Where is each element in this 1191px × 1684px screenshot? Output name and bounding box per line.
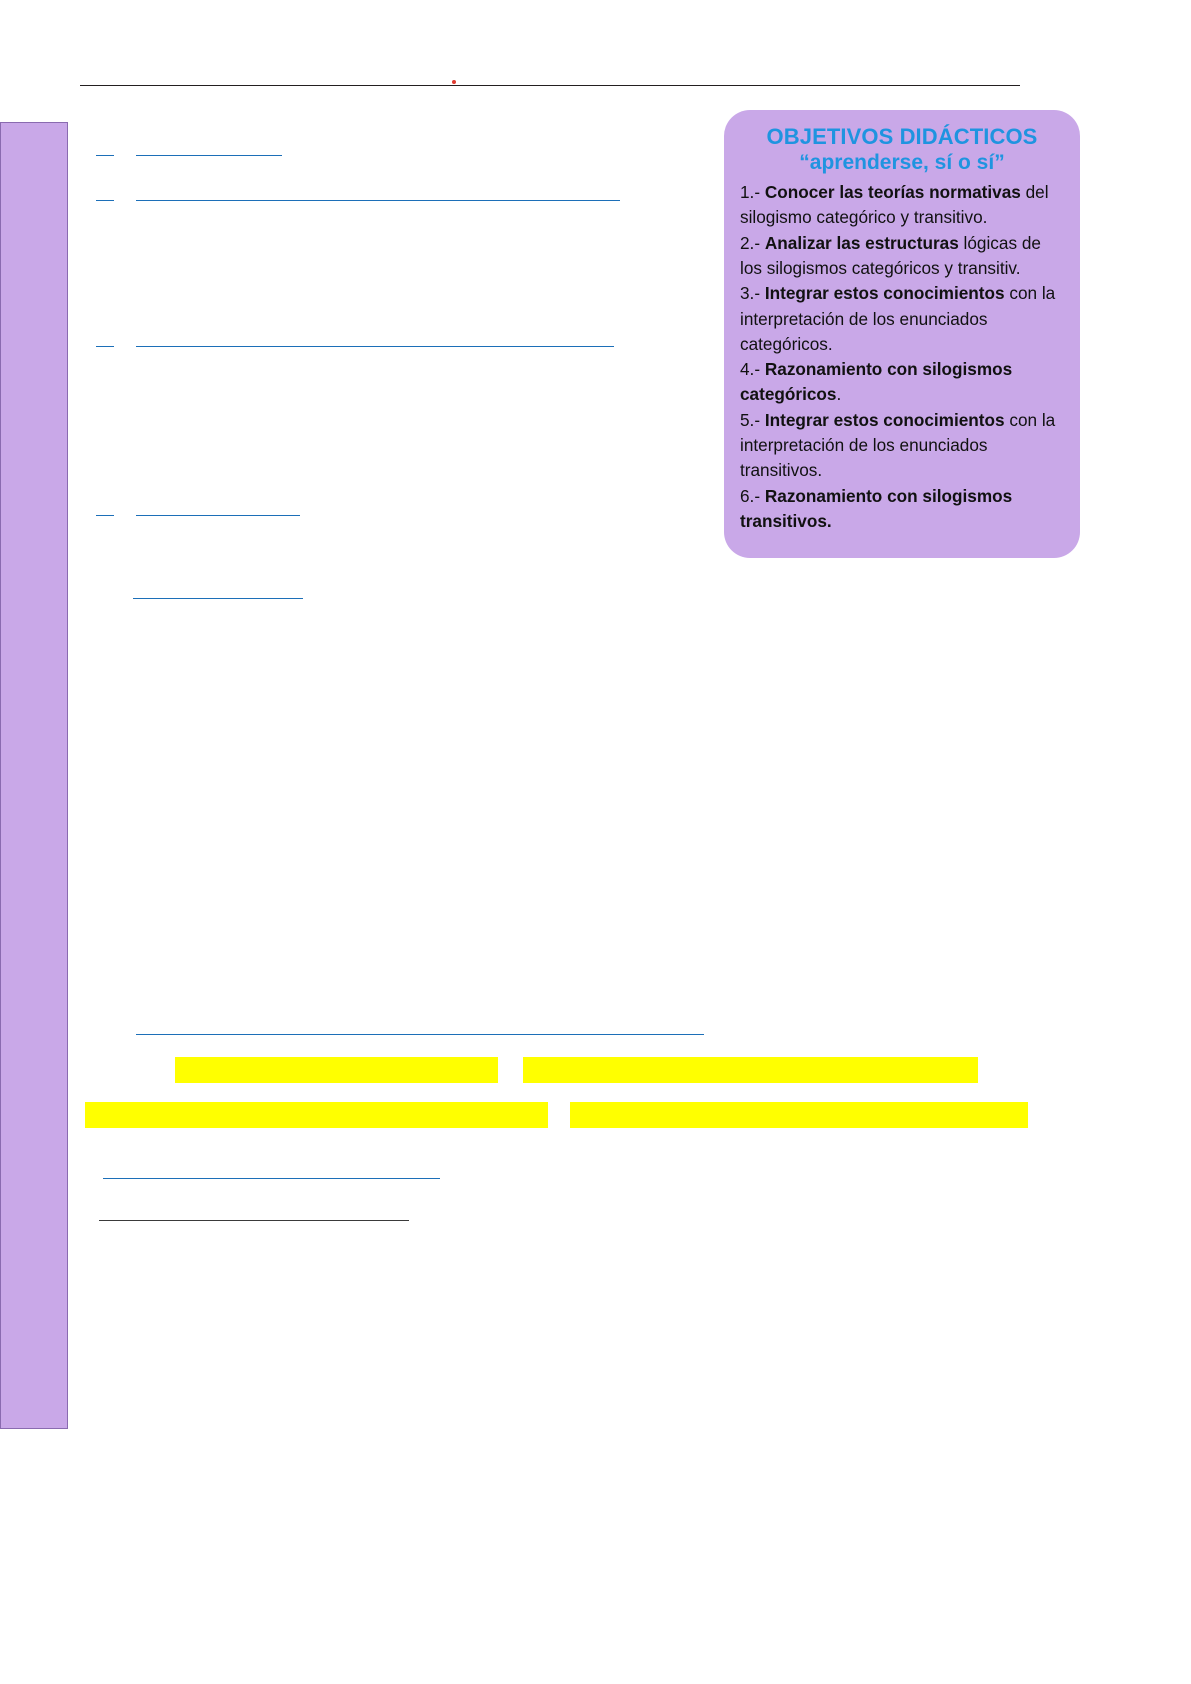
header-marker-dot (452, 80, 456, 84)
objective-item (740, 357, 1064, 408)
objective-bold: Conocer las teorías normativas (764, 182, 1021, 203)
objective-number: 1.- (740, 182, 761, 203)
left-side-bar (0, 122, 68, 1429)
objective-bold: Razonamiento con silogismos transitivos. (740, 485, 1013, 531)
objectives-subtitle: “aprenderse, sí o sí” (799, 150, 1005, 174)
redacted-bullet-dash (96, 155, 114, 156)
objectives-list (740, 180, 1064, 534)
objective-bold: Razonamiento con silogismos categóricos (740, 359, 1013, 405)
objectives-title: OBJETIVOS DIDÁCTICOS (766, 124, 1038, 149)
objective-rest: con la interpretación de los enunciados categóricos. (740, 283, 1056, 354)
redacted-text-line (103, 1178, 440, 1179)
objective-number: 5.- (740, 409, 761, 430)
objective-bold: Integrar estos conocimientos (764, 409, 1005, 430)
redacted-text-line (136, 155, 282, 156)
highlighted-text-block (570, 1102, 1028, 1128)
redacted-bullet-dash (96, 515, 114, 516)
redacted-text-line (133, 598, 303, 599)
redacted-text-line (136, 515, 300, 516)
header-divider (80, 85, 1020, 86)
objective-item (740, 231, 1064, 282)
highlighted-text-block (175, 1057, 498, 1083)
objective-rest: lógicas de los silogismos categóricos y transitiv. (740, 232, 1041, 279)
objective-rest: . (836, 384, 842, 405)
objective-bold: Integrar estos conocimientos (764, 283, 1005, 304)
objective-item (740, 180, 1064, 231)
objective-item (740, 408, 1064, 484)
redacted-text-line (136, 200, 620, 201)
objective-number: 4.- (740, 359, 761, 380)
objective-number: 6.- (740, 485, 761, 506)
redacted-bullet-dash (96, 200, 114, 201)
redacted-text-line (136, 1034, 704, 1035)
redacted-text-line (136, 346, 614, 347)
objective-item (740, 484, 1064, 535)
redacted-bullet-dash (96, 346, 114, 347)
highlighted-text-block (523, 1057, 978, 1083)
objectives-box (724, 110, 1080, 558)
objective-bold: Analizar las estructuras (764, 232, 959, 253)
objective-item (740, 281, 1064, 357)
redacted-footnote-line (99, 1220, 409, 1221)
objective-rest: con la interpretación de los enunciados transitivos. (740, 409, 1056, 481)
highlighted-text-block (85, 1102, 548, 1128)
objective-number: 2.- (740, 232, 761, 253)
objective-rest: del silogismo categórico y transitivo. (740, 182, 1049, 228)
objective-number: 3.- (740, 283, 761, 304)
